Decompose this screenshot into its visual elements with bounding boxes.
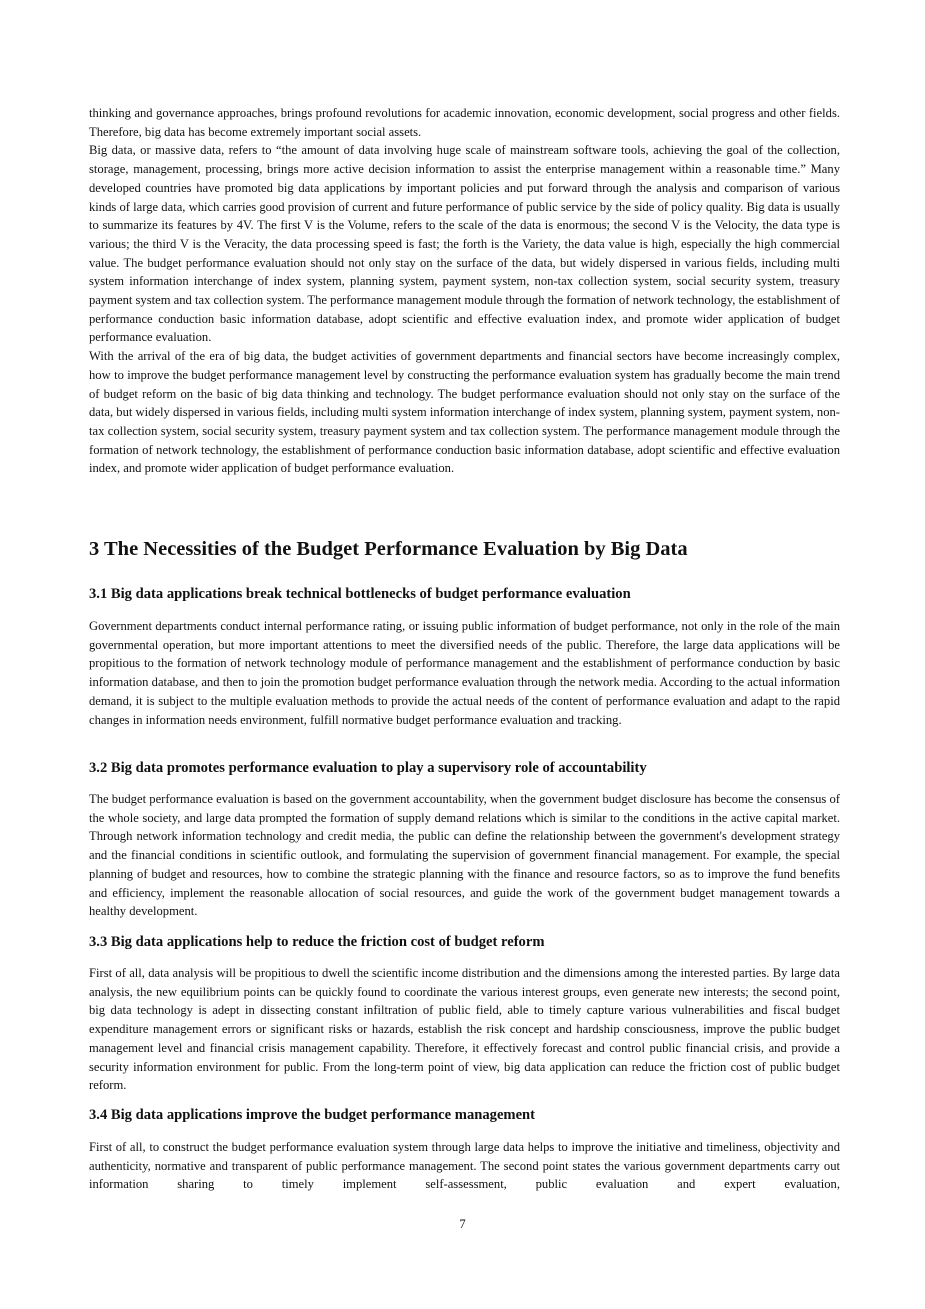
paragraph: thinking and governance approaches, brings profound revolutions for academic innovation, economic development, social progress and other fields. Therefore, big data has become extremely important social assets. <box>89 106 840 139</box>
paragraph: The budget performance evaluation is based on the government accountability, when the government budget disclosure has become the consensus of the whole society, and large data prompted the formation of supply demand relations which is similar to the conditions in the active capital market. Through network information technology and credit media, the public can define the relationship between the government's development strategy and the financial conditions in scientific outlook, and formulating the supervision of government financial management. For example, the special planning of budget and resources, how to combine the strategic planning with the finance and resource factors, so as to improve the fund benefits and efficiency, implement the reasonable allocation of social resources, and guide the work of the government budget management towards a healthy development. <box>89 792 840 919</box>
page-number: 7 <box>459 1217 466 1231</box>
section-heading: 3 The Necessities of the Budget Performance Evaluation by Big Data <box>89 538 688 560</box>
subsection-heading: 3.1 Big data applications break technical bottlenecks of budget performance evaluation <box>89 586 631 602</box>
subsection-heading: 3.3 Big data applications help to reduce the friction cost of budget reform <box>89 934 545 950</box>
paragraph: First of all, to construct the budget performance evaluation system through large data helps to improve the initiative and timeliness, objectivity and authenticity, normative and transparent of public performance management. The second point states the various government departments carry out information sharing to timely implement self-assessment, public evaluation and expert evaluation, <box>89 1140 840 1192</box>
intro-text <box>89 104 840 478</box>
paragraph: Government departments conduct internal performance rating, or issuing public information of budget performance, not only in the role of the main governmental operation, but more important attentions to meet the diversified needs of the public. Therefore, the large data applications will be propitious to the formation of network technology module of performance management and the establishment of performance conduction by basic information database, and then to join the promotion budget performance evaluation through the network media. According to the actual information demand, it is subject to the multiple evaluation methods to provide the actual needs of the content of performance evaluation and adapt to the rapid changes in information needs environment, fulfill normative budget performance evaluation and tracking. <box>89 619 840 727</box>
paragraph: First of all, data analysis will be propitious to dwell the scientific income distribution and the dimensions among the interested parties. By large data analysis, the new equilibrium points can be quickly found to coordinate the various interest groups, even generate new interests; the second point, big data technology is adept in dissecting constant infiltration of public field, able to timely capture various vulnerabilities and fiscal budget expenditure management errors or significant risks or hazards, establish the risk concept and hardship consciousness, improve the public budget management level and financial crisis management capability. Therefore, it effectively forecast and control public financial crisis, and provide a security information environment for public. From the long-term point of view, big data application can reduce the friction cost of public budget reform. <box>89 966 840 1093</box>
subsection-heading: 3.2 Big data promotes performance evaluation to play a supervisory role of accountability <box>89 760 647 776</box>
subsection-heading: 3.4 Big data applications improve the budget performance management <box>89 1107 536 1123</box>
paragraph: Big data, or massive data, refers to “the amount of data involving huge scale of mainstream software tools, achieving the goal of the collection, storage, management, processing, brings more active decision information to assist the enterprise management within a reasonable time.” Many developed countries have promoted big data applications by important policies and put forward through the analysis and comparison of various kinds of large data, which carries good provision of current and future performance of public service by the side of policy quality. Big data is usually to summarize its features by 4V. The first V is the Volume, refers to the scale of the data is enormous; the second V is the Velocity, the data type is various; the third V is the Veracity, the data processing speed is fast; the forth is the Variety, the data value is high, especially the high commercial value. The budget performance evaluation should not only stay on the surface of the data, but widely dispersed in various fields, including multi system information interchange of index system, planning system, payment system, non-tax collection system, social security system, treasury payment system and tax collection system. The performance management module through the formation of network technology, the establishment of performance conduction basic information database, adopt scientific and effective evaluation index, and promote wider application of budget performance evaluation. <box>89 143 840 345</box>
paragraph: With the arrival of the era of big data, the budget activities of government departments and financial sectors have become increasingly complex, how to improve the budget performance management level by constructing the performance evaluation system has gradually become the main trend of budget reform on the basic of big data thinking and technology. The budget performance evaluation should not only stay on the surface of the data, but widely dispersed in various fields, including multi system information interchange of index system, planning system, payment system, non-tax collection system, social security system, treasury payment system and tax collection system. The performance management module through the formation of network technology, the establishment of performance conduction basic information database, adopt scientific and effective evaluation index, and promote wider application of budget performance evaluation. <box>89 349 840 476</box>
